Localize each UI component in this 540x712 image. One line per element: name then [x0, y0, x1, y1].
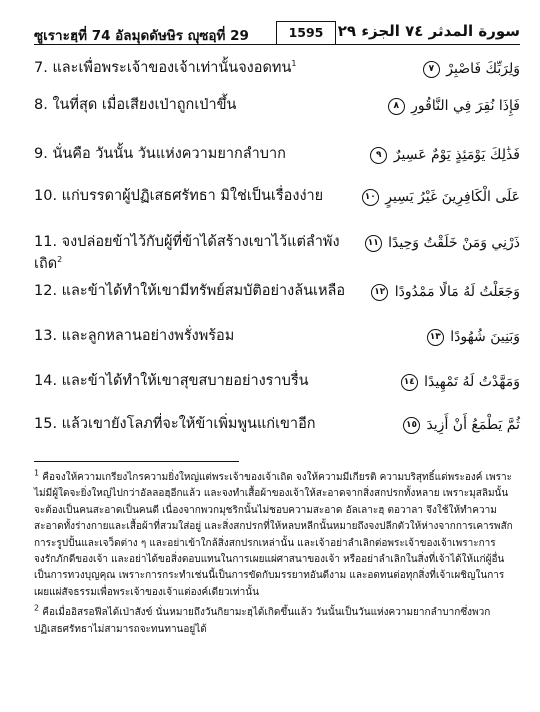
verse-translation: 11. จงปล่อยข้าไว้กับผู้ที่ข้าได้สร้างเขาไว้แต่ลำพังเถิด	[34, 234, 340, 272]
verse-arabic: فَذَٰلِكَ يَوْمَئِذٍ يَوْمٌ عَسِيرٌ	[393, 147, 520, 163]
verse-arabic: فَإِذَا نُقِرَ فِي النَّاقُورِ	[411, 98, 520, 114]
footnote-text: คือจงให้ความเกรียงไกรความยิ่งใหญ่แต่พระเจ้าของเจ้าเถิด จงให้ความมีเกียรติ ความบริสุทธิ์แด่พระองค์ เพราะไม่มีผู้ใดจะยิ่งใหญ่ไปกว่าอัลลอฮฺอีกแล้ว และจงทำเสื้อผ้าของเจ้าให้สะอาดจากสิ่งสกปรกทั้งหลาย เพราะมุสลิมนั้นจะต้องเป็นคนสะอาดเป็นคนดี เนื่องจากพวกมุชริกนั้นไม่ชอบความสะอาด อัลเลาะฮฺ ตอวาลา จึงใช้ให้ทำความสะอาดทั้งร่างกายและเสื้อผ้าที่สวมใส่อยู่ และสิ่งสกปรกที่ให้หลบหลีกนั้นหมายถึงจงปลีกตัวให้ห่างจากการเคารพสักการะรูปปั้นและเจว็ดต่าง ๆ และอย่าเข้าใกล้สิ่งสกปรกเหล่านั้น และเจ้าอย่าลำเลิกต่อพระเจ้าของเจ้าเพราะการจงรักภักดีของเจ้า และอย่าได้ขอสิ่งตอบแทนในการเผยแผ่ศาสนาของเจ้า หรืออย่าลำเลิกในสิ่งที่เจ้าได้ให้แก่ผู้อื่นเป็นการทวงบุญคุณ เพราะการกระทำเช่นนี้เป็นการขัดกับมรรยาทอันดีงาม และอดทนต่อทุกสิ่งที่เจ้าเผชิญในการเผยแผ่สัจธรรมเพื่อพระเจ้าของเจ้าแต่องค์เดียวเท่านั้น	[34, 472, 513, 598]
footnote-text: คือเมื่ออิสรอฟีลได้เป่าสังข์ นั่นหมายถึงวันกิยามะฮฺได้เกิดขึ้นแล้ว วันนั้นเป็นวันแห่งความยากลำบากซึ่งพวกปฏิเสธศรัทธาไม่สามารถจะทนทานอยู่ได้	[34, 607, 491, 635]
verse-translation: 12. และข้าได้ทำให้เขามีทรัพย์สมบัติอย่างล้นเหลือ	[34, 283, 346, 299]
footnote-1	[34, 470, 514, 601]
verse-number-marker: ١٠	[362, 189, 379, 206]
footnote-ref: 1	[291, 59, 297, 69]
verse-arabic: وَلِرَبِّكَ فَاصْبِرْ	[446, 61, 520, 77]
verse-arabic: ثُمَّ يَطْمَعُ أَنْ أَزِيدَ	[426, 417, 520, 433]
surah-title-arabic: سورة المدثر ٧٤ الجزء ٢٩	[337, 22, 520, 40]
page-number: 1595	[276, 21, 336, 44]
verse-number-marker: ١٢	[371, 284, 388, 301]
footnote-mark: 2	[34, 603, 40, 613]
verse-number-marker: ٧	[423, 61, 440, 78]
verse-translation: 9. นั่นคือ วันนั้น วันแห่งความยากลำบาก	[34, 146, 286, 162]
verse-number-marker: ١٥	[403, 417, 420, 434]
footnotes	[34, 470, 514, 638]
footnote-ref: 2	[57, 254, 63, 264]
verse-translation: 15. แล้วเขายังโลภที่จะให้ข้าเพิ่มพูนแก่เขาอีก	[34, 416, 316, 432]
footnote-mark: 1	[34, 468, 40, 478]
surah-title-thai: ซูเราะฮฺที่ 74 อัลมุดดัษษิร ญุซอฺที่ 29	[34, 28, 249, 44]
header-rule	[34, 44, 520, 45]
verse-number-marker: ٩	[370, 147, 387, 164]
page-header	[34, 21, 520, 45]
verse-arabic: ذَرْنِي وَمَنْ خَلَقْتُ وَحِيدًا	[388, 235, 520, 251]
verse-arabic: عَلَى الْكَافِرِينَ غَيْرُ يَسِيرٍ	[385, 189, 520, 205]
verse-arabic: وَمَهَّدْتُ لَهُ تَمْهِيدًا	[424, 374, 520, 390]
verse-translation: 10. แก่บรรดาผู้ปฏิเสธศรัทธา มิใช่เป็นเรื่องง่าย	[34, 188, 324, 204]
footnote-2	[34, 605, 514, 638]
verse-number-marker: ٨	[388, 98, 405, 115]
footnote-separator	[34, 461, 239, 462]
verse-translation: 13. และลูกหลานอย่างพรั่งพร้อม	[34, 328, 235, 344]
verse-arabic: وَبَنِينَ شُهُودًا	[450, 329, 520, 345]
verse-translation: 7. และเพื่อพระเจ้าของเจ้าเท่านั้นจงอดทน	[34, 60, 292, 76]
verse-number-marker: ١١	[365, 235, 382, 252]
verse-arabic: وَجَعَلْتُ لَهُ مَالًا مَمْدُودًا	[394, 284, 520, 300]
verse-translation: 8. ในที่สุด เมื่อเสียงเป่าถูกเป่าขึ้น	[34, 97, 237, 113]
verse-translation: 14. และข้าได้ทำให้เขาสุขสบายอย่างราบรื่น	[34, 373, 309, 389]
verse-number-marker: ١٤	[401, 374, 418, 391]
verse-number-marker: ١٣	[427, 329, 444, 346]
